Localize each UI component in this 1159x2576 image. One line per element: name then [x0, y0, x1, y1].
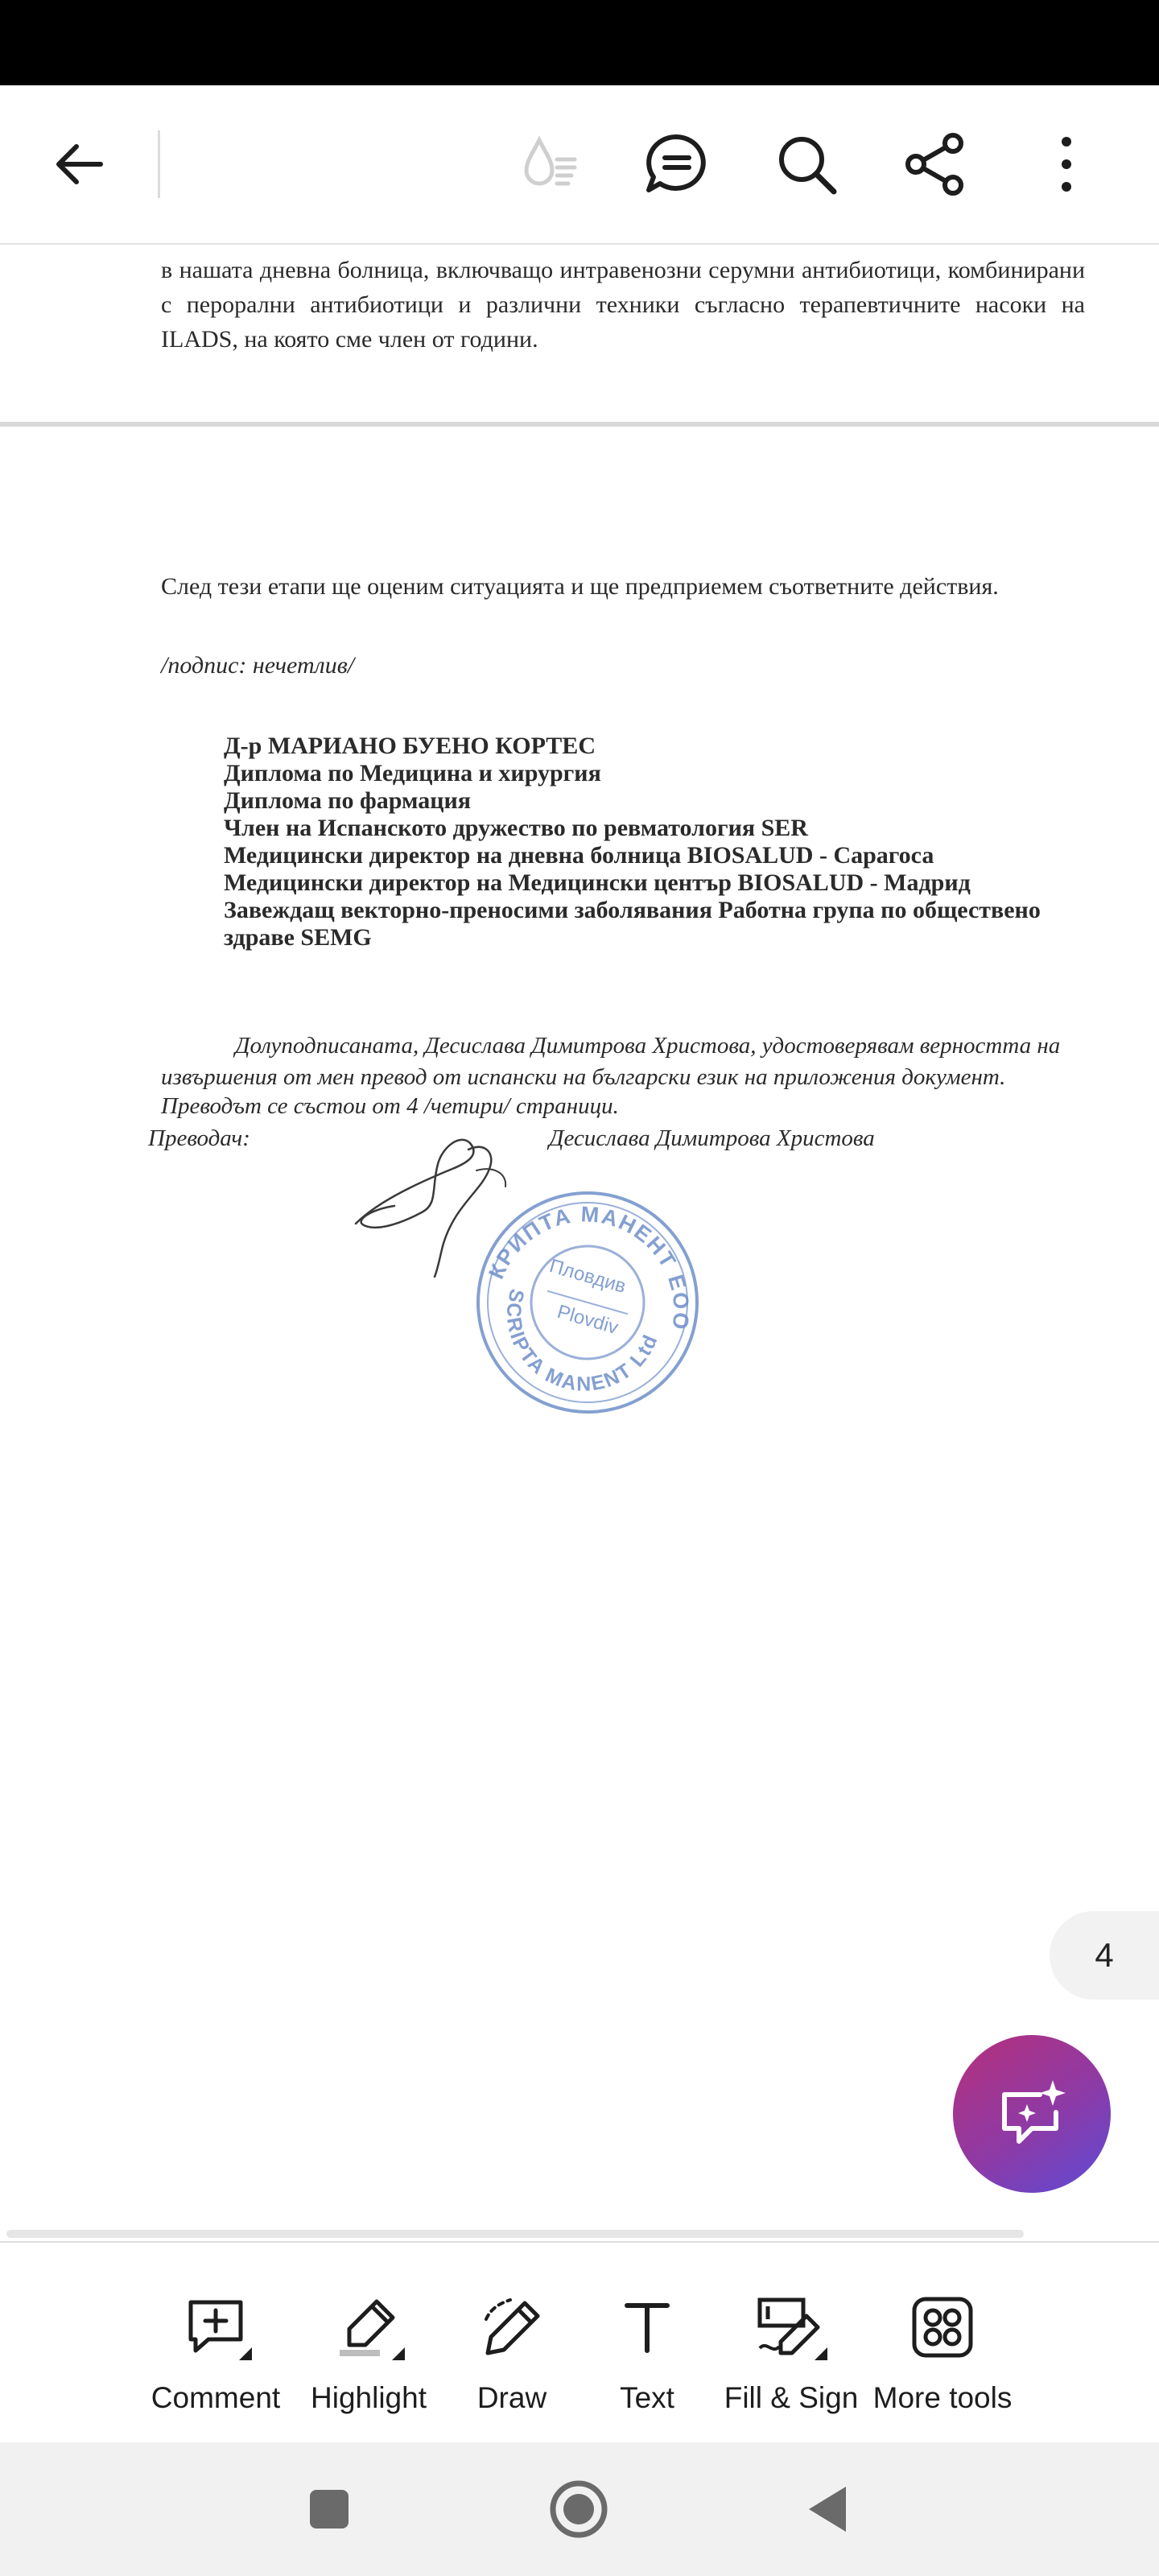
dropdown-indicator	[392, 2347, 405, 2360]
signatory-line: Диплома по Медицина и хирургия	[224, 760, 601, 786]
signature-note: /подпис: нечетлив/	[161, 652, 355, 679]
translator-name: Десислава Димитрова Христова	[549, 1125, 875, 1151]
ai-assistant-button[interactable]	[953, 2035, 1111, 2193]
bottom-toolbar	[0, 2241, 1159, 2444]
highlighter-icon	[336, 2295, 401, 2359]
search-icon	[774, 132, 839, 196]
text-label: Text	[620, 2381, 674, 2414]
comment-add-icon	[186, 2297, 245, 2357]
dropdown-indicator	[815, 2347, 827, 2360]
comment-tool[interactable]	[143, 2243, 288, 2444]
more-options-button[interactable]	[1026, 124, 1107, 204]
official-stamp	[465, 1190, 710, 1415]
liquid-mode-button[interactable]	[509, 124, 589, 204]
comments-button[interactable]	[636, 124, 716, 204]
comment-label: Comment	[151, 2381, 281, 2414]
system-navigation-bar	[0, 2442, 1159, 2576]
signatory-line: Член на Испанското дружество по ревматология SER	[224, 815, 808, 841]
fill-sign-label: Fill & Sign	[724, 2381, 859, 2414]
signatory-line: здраве SEMG	[224, 924, 372, 951]
back-nav-button[interactable]	[792, 2473, 864, 2545]
share-icon	[903, 132, 967, 196]
signatory-line: Медицински директор на дневна болница BIOSALUD - Сарагоса	[224, 842, 934, 869]
ai-assistant-icon	[995, 2077, 1069, 2151]
square-recents-icon	[307, 2487, 352, 2532]
svg-text:СКРИПТА МАНЕНТ ЕООД: СКРИПТА МАНЕНТ ЕООД	[484, 1202, 694, 1332]
recents-button[interactable]	[293, 2473, 365, 2545]
page-number-indicator[interactable]: 4	[1050, 1911, 1159, 2000]
page-count-note: Преводът се състои от 4 /четири/ страници.	[161, 1093, 619, 1119]
pdf-page-previous	[0, 245, 1159, 422]
circle-home-icon	[548, 2479, 609, 2540]
more-tools-label: More tools	[872, 2381, 1013, 2414]
dropdown-indicator	[239, 2347, 252, 2360]
back-button[interactable]	[39, 124, 119, 204]
stamp-city-bg: Пловдив	[547, 1255, 629, 1298]
draw-label: Draw	[476, 2381, 547, 2414]
previous-page-text: в нашата дневна болница, включващо интравенозни серумни антибиотици, комбинирани с перорални антибиотици и различни техники съгласно терапевтичните насоки на ILADS, на която сме член от години.	[161, 257, 1085, 353]
grid-apps-icon	[912, 2297, 973, 2358]
share-button[interactable]	[895, 124, 975, 204]
back-arrow-icon	[51, 136, 107, 192]
highlight-label: Highlight	[311, 2381, 427, 2414]
home-button[interactable]	[542, 2473, 615, 2545]
more-vertical-icon	[1050, 132, 1083, 196]
comments-icon	[642, 130, 710, 198]
document-paragraph: След тези етапи ще оценим ситуацията и ще предприемем съответните действия.	[161, 573, 999, 600]
signatory-line: Диплома по фармация	[224, 787, 472, 814]
status-bar	[0, 0, 1159, 85]
search-button[interactable]	[766, 124, 847, 204]
highlight-tool[interactable]	[296, 2243, 441, 2444]
text-tool-icon	[619, 2299, 675, 2355]
signatory-block	[224, 733, 1109, 952]
signatory-line: Завеждащ векторно-преносими заболявания Работна група по обществено	[224, 897, 1041, 923]
toolbar-divider	[158, 130, 160, 198]
certification-text: Долуподписаната, Десислава Димитрова Христова, удостоверявам верността на извършения от мен превод от испански на български език на приложения документ.	[161, 1033, 1061, 1090]
signatory-line: Медицински директор на Медицински център BIOSALUD - Мадрид	[224, 869, 971, 896]
horizontal-scrollbar[interactable]	[6, 2230, 1024, 2238]
translator-label: Преводач:	[148, 1125, 250, 1151]
stamp-seal	[465, 1190, 710, 1415]
text-tool[interactable]	[583, 2243, 711, 2444]
signatory-name: Д-р МАРИАНО БУЕНО КОРТЕС	[224, 733, 596, 759]
more-tools[interactable]	[866, 2243, 1019, 2444]
draw-tool[interactable]	[448, 2243, 576, 2444]
pencil-draw-icon	[480, 2295, 544, 2359]
liquid-mode-icon	[515, 130, 583, 198]
svg-text:SCRIPTA MANENT Ltd.: SCRIPTA MANENT Ltd.	[501, 1286, 663, 1396]
fill-sign-tool[interactable]	[713, 2243, 869, 2444]
triangle-back-icon	[804, 2483, 852, 2535]
stamp-city-en: Plovdiv	[555, 1300, 621, 1340]
top-app-bar	[0, 85, 1159, 245]
